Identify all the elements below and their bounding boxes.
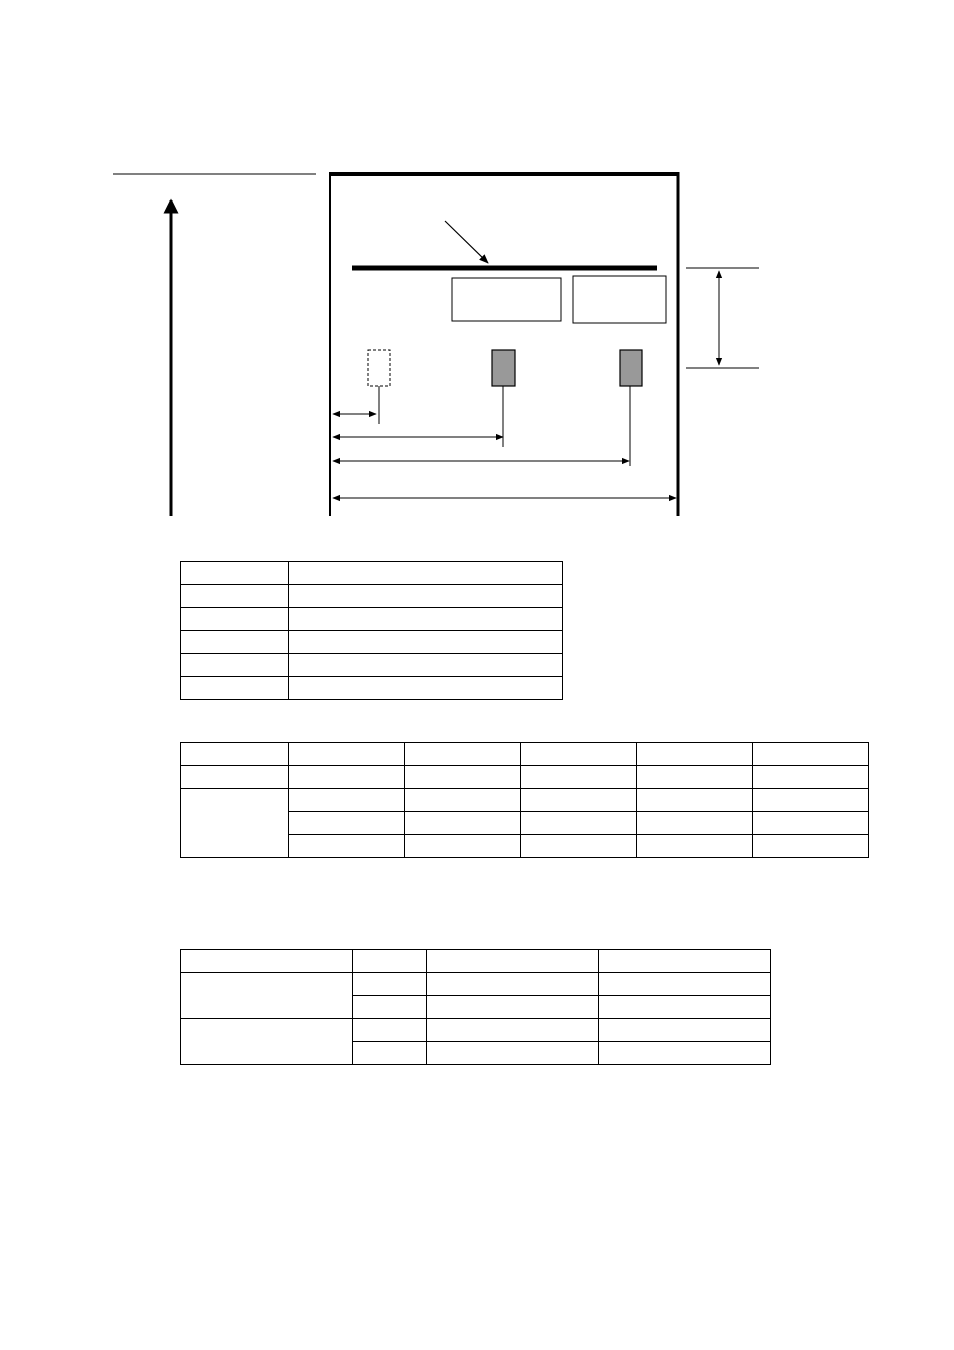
table-group-label <box>181 973 353 1019</box>
table-cell <box>521 766 637 789</box>
table-header-cell <box>599 950 771 973</box>
table-2 <box>180 742 869 858</box>
table-cell <box>521 789 637 812</box>
table-cell <box>637 835 753 858</box>
label-box-left <box>452 278 561 321</box>
table-1 <box>180 561 563 700</box>
table-cell <box>599 1019 771 1042</box>
table-cell <box>353 996 427 1019</box>
table-header-cell <box>289 743 405 766</box>
table-cell <box>405 812 521 835</box>
dashed-sensor <box>368 350 390 386</box>
table-cell <box>181 766 289 789</box>
table-row <box>181 677 563 700</box>
table-cell <box>181 585 289 608</box>
table-cell <box>637 812 753 835</box>
table-cell <box>289 608 563 631</box>
table-cell <box>405 766 521 789</box>
table-header-cell <box>427 950 599 973</box>
table-cell <box>521 812 637 835</box>
table-cell <box>405 835 521 858</box>
table-cell <box>427 973 599 996</box>
table-header-cell <box>353 950 427 973</box>
table-cell <box>181 654 289 677</box>
table-header-cell <box>637 743 753 766</box>
table-cell <box>289 835 405 858</box>
table-cell <box>599 1042 771 1065</box>
table-cell <box>353 1042 427 1065</box>
table-cell <box>289 677 563 700</box>
table-cell <box>181 631 289 654</box>
filled-sensor-right <box>620 350 642 386</box>
table-cell <box>427 1042 599 1065</box>
table-row <box>181 1019 771 1042</box>
table-row <box>181 608 563 631</box>
table-cell <box>753 835 869 858</box>
table-cell <box>637 766 753 789</box>
table-cell <box>753 789 869 812</box>
table-cell <box>181 677 289 700</box>
dimension-diagram <box>0 0 954 540</box>
table-row <box>181 789 869 812</box>
table-header-cell <box>753 743 869 766</box>
table-header-cell <box>405 743 521 766</box>
table-cell <box>289 585 563 608</box>
table-row <box>181 654 563 677</box>
table-cell <box>753 766 869 789</box>
table-header-cell <box>181 743 289 766</box>
table-cell <box>753 812 869 835</box>
table-cell <box>181 562 289 585</box>
table-cell <box>289 812 405 835</box>
table-cell <box>289 766 405 789</box>
table-cell <box>427 1019 599 1042</box>
label-box-right <box>573 276 666 323</box>
table-cell <box>427 996 599 1019</box>
table-group-label <box>181 1019 353 1065</box>
table-cell <box>599 973 771 996</box>
table-cell <box>353 973 427 996</box>
table-cell <box>289 562 563 585</box>
table-header-cell <box>521 743 637 766</box>
table-header-row <box>181 743 869 766</box>
table-row <box>181 562 563 585</box>
table-cell <box>637 789 753 812</box>
table-3 <box>180 949 771 1065</box>
table-cell <box>181 608 289 631</box>
table-row <box>181 973 771 996</box>
table-cell <box>289 654 563 677</box>
enclosure-box <box>329 172 679 516</box>
table-cell <box>289 789 405 812</box>
table-cell <box>289 631 563 654</box>
table-cell <box>599 996 771 1019</box>
table-cell <box>521 835 637 858</box>
table-row <box>181 766 869 789</box>
filled-sensor-middle <box>492 350 515 386</box>
table-header-row <box>181 950 771 973</box>
table-row <box>181 585 563 608</box>
table-cell <box>405 789 521 812</box>
table-cell <box>353 1019 427 1042</box>
table-row <box>181 631 563 654</box>
table-group-label <box>181 789 289 858</box>
pointer-arrow <box>445 221 488 263</box>
table-header-cell <box>181 950 353 973</box>
